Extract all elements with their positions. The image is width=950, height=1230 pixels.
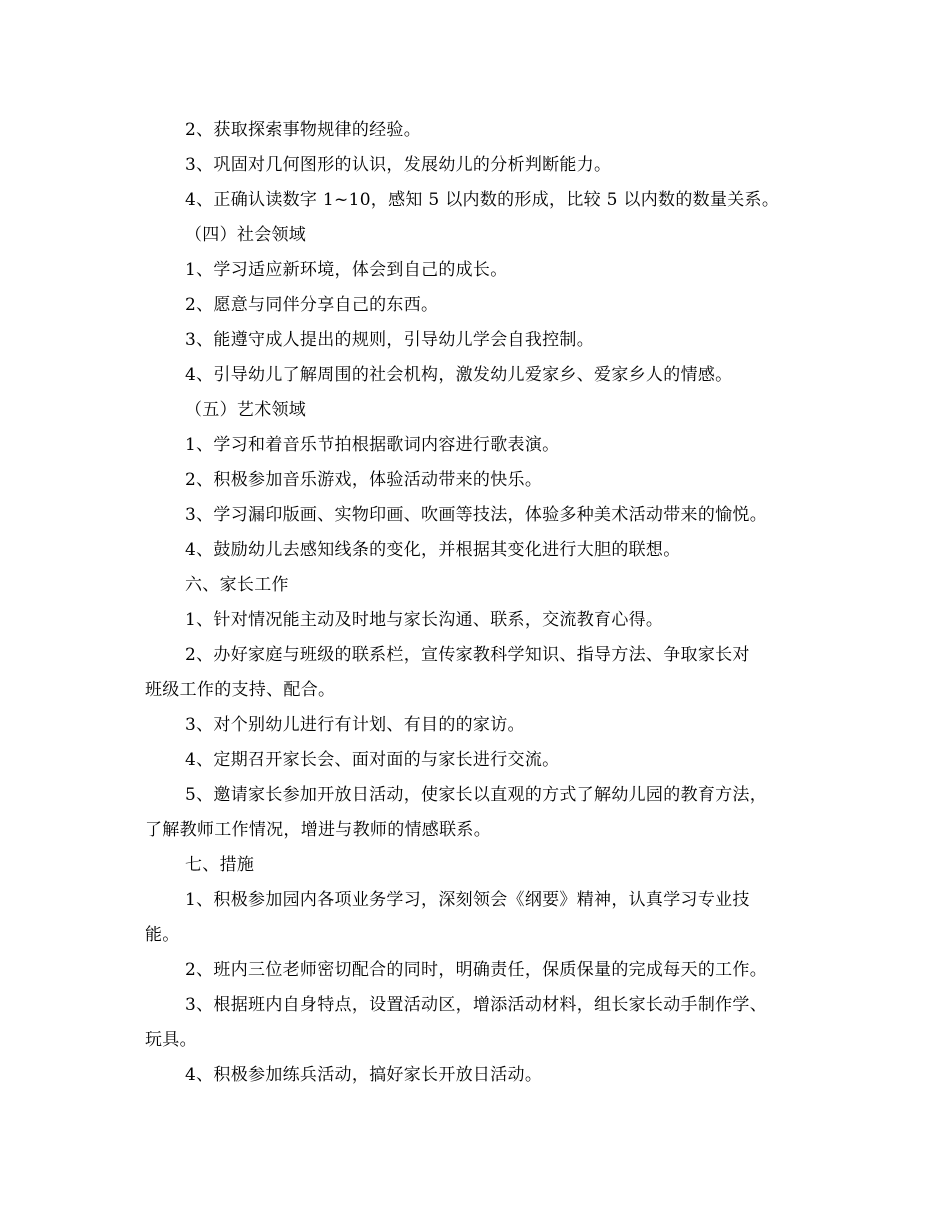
- text-line: 3、根据班内自身特点，设置活动区，增添活动材料，组长家长动手制作学、: [185, 995, 768, 1015]
- text-line: 2、积极参加音乐游戏，体验活动带来的快乐。: [185, 470, 543, 490]
- text-line-continuation: 玩具。: [145, 1030, 197, 1050]
- text-line: 4、积极参加练兵活动，搞好家长开放日活动。: [185, 1065, 543, 1085]
- text-line: 1、学习和着音乐节拍根据歌词内容进行歌表演。: [185, 435, 560, 455]
- text-line: 1、针对情况能主动及时地与家长沟通、联系，交流教育心得。: [185, 610, 664, 630]
- text-line: 2、愿意与同伴分享自己的东西。: [185, 295, 439, 315]
- section-heading: （四）社会领域: [185, 225, 307, 245]
- text-line: 3、学习漏印版画、实物印画、吹画等技法，体验多种美术活动带来的愉悦。: [185, 505, 768, 525]
- text-line: 2、办好家庭与班级的联系栏，宣传家教科学知识、指导方法、争取家长对: [185, 645, 750, 665]
- section-heading: 七、措施: [185, 855, 255, 875]
- section-heading: 六、家长工作: [185, 575, 289, 595]
- text-line: 2、班内三位老师密切配合的同时，明确责任，保质保量的完成每天的工作。: [185, 960, 768, 980]
- section-heading: （五）艺术领域: [185, 400, 307, 420]
- text-line: 3、巩固对几何图形的认识，发展幼儿的分析判断能力。: [185, 155, 612, 175]
- text-line: 4、正确认读数字 1~10，感知 5 以内数的形成，比较 5 以内数的数量关系。: [185, 190, 780, 210]
- text-line-continuation: 了解教师工作情况，增进与教师的情感联系。: [145, 820, 491, 840]
- text-line: 2、获取探索事物规律的经验。: [185, 120, 422, 140]
- text-line: 4、引导幼儿了解周围的社会机构，激发幼儿爱家乡、爱家乡人的情感。: [185, 365, 733, 385]
- text-line: 3、对个别幼儿进行有计划、有目的的家访。: [185, 715, 525, 735]
- text-line: 4、鼓励幼儿去感知线条的变化，并根据其变化进行大胆的联想。: [185, 540, 681, 560]
- text-line: 5、邀请家长参加开放日活动，使家长以直观的方式了解幼儿园的教育方法，: [185, 785, 768, 805]
- text-line: 1、学习适应新环境，体会到自己的成长。: [185, 260, 508, 280]
- document-body: [145, 113, 810, 1093]
- text-line: 1、积极参加园内各项业务学习，深刻领会《纲要》精神，认真学习专业技: [185, 890, 750, 910]
- text-line-continuation: 能。: [145, 925, 180, 945]
- text-line: 4、定期召开家长会、面对面的与家长进行交流。: [185, 750, 560, 770]
- text-line-continuation: 班级工作的支持、配合。: [145, 680, 336, 700]
- text-line: 3、能遵守成人提出的规则，引导幼儿学会自我控制。: [185, 330, 595, 350]
